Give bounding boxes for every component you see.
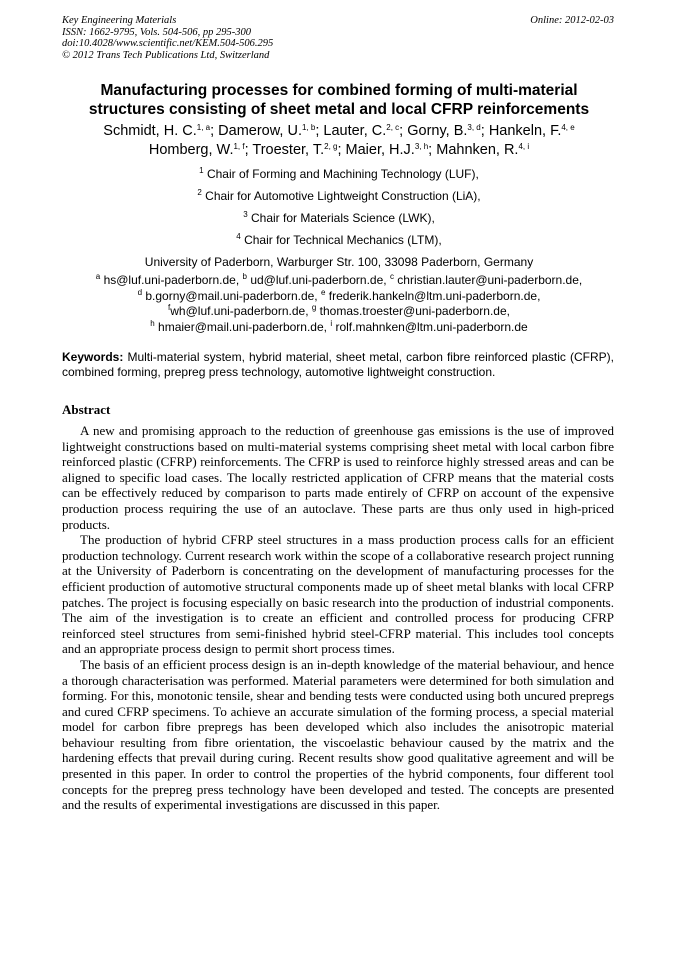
author-sup: 3, d: [467, 123, 481, 132]
affiliation-text: Chair of Forming and Machining Technology (LUF),: [206, 167, 479, 181]
email-sup: f: [168, 303, 171, 312]
abstract-paragraph: The production of hybrid CFRP steel structures in a mass production process calls for an efficient production technology. Current research work within the scope of a collaborative research project running at the University of Paderborn is concentrating on the development of manufacturing processes for the efficient production of automotive structural components made up of sheet metal blanks with local CFRP patches. The project is focusing especially on basic research into the production of industrial components. The aim of the investigation is to create an efficient and controlled process for producing CFRP reinforced steel structures from semi-finished hybrid steel-CFRP material. This includes tool concepts and an appropriate process design to permit short process times.: [62, 532, 614, 657]
email-sup: d: [137, 287, 143, 297]
author-sup: 4, e: [561, 123, 575, 132]
email-link[interactable]: christian.lauter@uni-paderborn.de,: [397, 273, 583, 287]
author: Maier, H.J.: [345, 142, 415, 158]
keywords-section: [62, 350, 614, 380]
email-line-2: [40, 289, 638, 305]
affiliation-text: Chair for Materials Science (LWK),: [250, 211, 435, 225]
title-line-2: structures consisting of sheet metal and local CFRP reinforcements: [88, 101, 590, 118]
copyright-line: © 2012 Trans Tech Publications Ltd, Switzerland: [62, 49, 270, 61]
keywords-text: Multi-material system, hybrid material, sheet metal, carbon fibre reinforced plastic (CFRP), combined forming, prepreg press technology, automotive lightweight construction.: [62, 350, 614, 379]
issn-line: ISSN: 1662-9795, Vols. 504-506, pp 295-300: [62, 26, 251, 38]
email-line-1: [40, 273, 638, 289]
author: Hankeln, F.: [488, 123, 562, 139]
author-sep: ;: [480, 123, 489, 139]
author-line-2: [40, 141, 638, 160]
university-address: University of Paderborn, Warburger Str. 100, 33098 Paderborn, Germany: [144, 255, 534, 269]
email-link[interactable]: frederik.hankeln@ltm.uni-paderborn.de,: [328, 288, 541, 303]
paper-title: [40, 81, 638, 119]
affiliation-text: Chair for Automotive Lightweight Construction (LiA),: [205, 189, 481, 203]
affiliation-4: [40, 232, 638, 254]
author-sep: ;: [337, 142, 346, 158]
email-sup: e: [320, 287, 326, 297]
author-sup: 2, c: [386, 123, 400, 132]
email-sup: a: [95, 272, 101, 281]
author-sep: ;: [399, 123, 408, 139]
email-link[interactable]: hmaier@mail.uni-paderborn.de,: [158, 319, 327, 334]
email-line-3: [40, 304, 638, 320]
abstract-heading: Abstract: [62, 402, 111, 417]
author: Mahnken, R.: [436, 142, 519, 158]
author: Troester, T.: [252, 142, 325, 158]
email-list: [40, 273, 638, 335]
affiliation-1: [40, 166, 638, 188]
abstract-body: [62, 423, 614, 813]
author: Damerow, U.: [218, 123, 302, 139]
author-sep: ;: [315, 123, 324, 139]
email-sup: c: [389, 272, 394, 281]
email-link[interactable]: hs@luf.uni-paderborn.de,: [103, 273, 240, 287]
abstract-paragraph: The basis of an efficient process design is an in-depth knowledge of the material behaviour, and hence a thorough characterisation was performed. Material parameters were determined for both simulation and forming. For this, monotonic tensile, shear and bending tests were conducted using both uncured prepregs and cured CFRP specimens. To achieve an accurate simulation of the forming process, a special material model for carbon fibre prepregs has been developed which also includes the anisotropic material behaviour resulting from fibre orientation, the viscoelastic behaviour caused by the matrix and the hardening effects that prevail during curing. Recent results show good qualitative agreement and will be presented in this paper. In order to control the properties of the hybrid components, four different tool concepts for the prepreg press technology have been developed and tested. The concepts are presented and the results of experimental investigations are discussed in this paper.: [62, 656, 614, 813]
affiliation-text: Chair for Technical Mechanics (LTM),: [244, 233, 442, 247]
email-sup: h: [150, 318, 155, 328]
author-line-1: [40, 122, 638, 141]
author-sup: 1, b: [301, 123, 316, 132]
online-date: Online: 2012-02-03: [530, 15, 614, 26]
author: Schmidt, H. C.: [103, 123, 197, 139]
author: Lauter, C.: [323, 123, 387, 139]
author-sep: ;: [428, 142, 437, 158]
email-link[interactable]: b.gorny@mail.uni-paderborn.de,: [145, 288, 318, 303]
journal-header: [62, 15, 614, 61]
abstract-paragraph: A new and promising approach to the reduction of greenhouse gas emissions is the use of improved lightweight constructions based on multi-material systems comprising sheet metal with local carbon fibre reinforced plastic (CFRP) reinforcements. The CFRP is used to reinforce highly stressed areas and can be aligned to specific load cases. The locally restricted application of CFRP means that the material costs can be effectively reduced by comparison to parts made entirely of CFRP on account of the expensive production process requiring the use of an autoclave. These parts are thus only used in high-priced products.: [62, 423, 614, 532]
email-link[interactable]: rolf.mahnken@ltm.uni-paderborn.de: [335, 319, 528, 334]
journal-name: Key Engineering Materials: [62, 15, 177, 26]
affiliation-sup: 2: [197, 188, 202, 197]
title-line-1: Manufacturing processes for combined forming of multi-material: [100, 82, 578, 99]
email-sup: i: [330, 318, 333, 328]
email-link[interactable]: wh@luf.uni-paderborn.de,: [170, 304, 309, 318]
author: Homberg, W.: [148, 142, 234, 158]
keywords-label: Keywords:: [62, 350, 124, 364]
author-sup: 3, h: [414, 142, 429, 151]
email-line-4: [40, 320, 638, 336]
affiliation-sup: 1: [199, 166, 204, 175]
doi-line: doi:10.4028/www.scientific.net/KEM.504-506.295: [62, 38, 274, 49]
author-sep: ;: [210, 123, 219, 139]
email-link[interactable]: ud@luf.uni-paderborn.de,: [250, 273, 387, 287]
affiliation-3: [40, 210, 638, 232]
affiliation-sup: 4: [236, 232, 241, 241]
author-sup: 2, g: [324, 142, 338, 151]
affiliations: [40, 166, 638, 276]
author-list: [40, 122, 638, 160]
affiliation-sup: 3: [243, 210, 248, 219]
author-sep: ;: [244, 142, 253, 158]
author-sup: 4, i: [518, 142, 530, 151]
author-sup: 1, a: [196, 123, 211, 132]
author-sup: 1, f: [233, 142, 245, 151]
email-link[interactable]: thomas.troester@uni-paderborn.de,: [319, 304, 510, 318]
affiliation-2: [40, 188, 638, 210]
email-sup: b: [242, 272, 247, 281]
author: Gorny, B.: [407, 123, 468, 139]
email-sup: g: [311, 303, 317, 312]
